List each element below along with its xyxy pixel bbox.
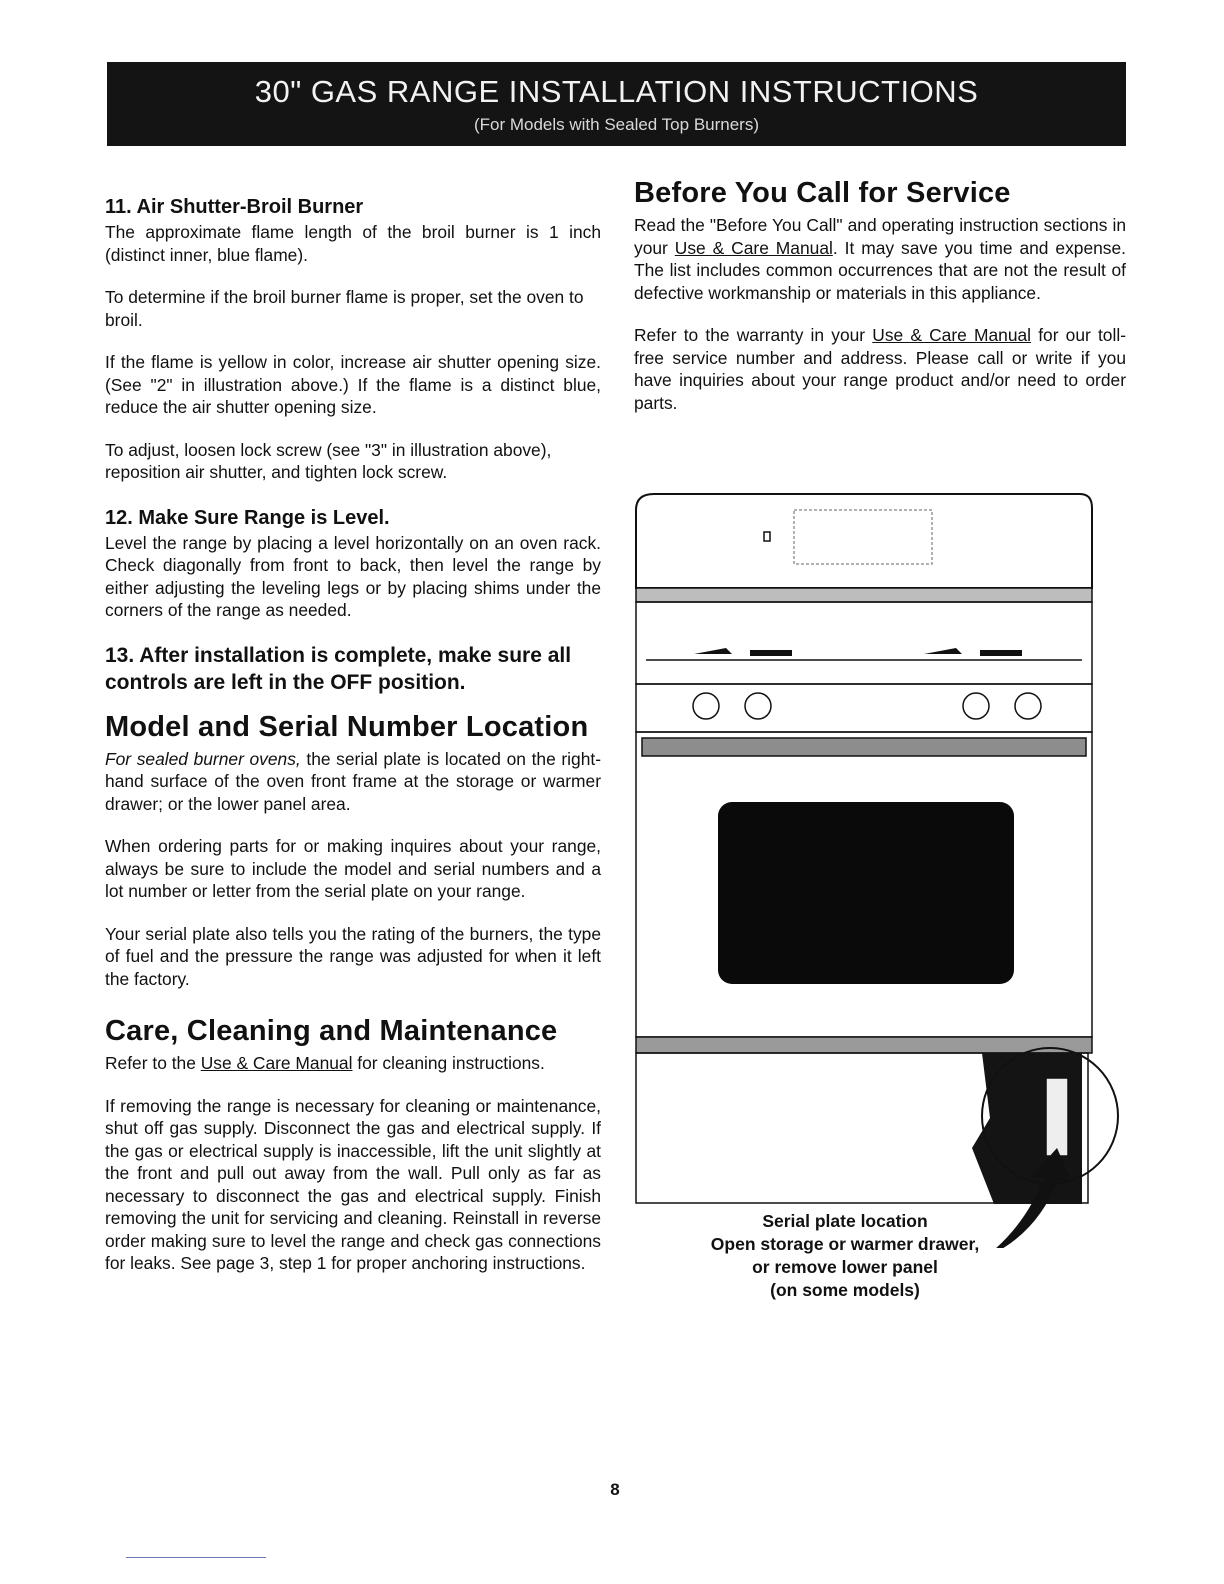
model-serial-paragraph-3: Your serial plate also tells you the rating of the burners, the type of fuel and the pressure the range was adjusted for when it left the factory.	[105, 923, 601, 989]
caption-line-3: or remove lower panel	[752, 1257, 938, 1277]
use-care-manual-reference: Use & Care Manual	[200, 1053, 353, 1073]
service-paragraph-2	[634, 324, 1126, 414]
backguard-outline	[636, 494, 1092, 588]
cooktop-rim	[636, 588, 1092, 602]
model-serial-paragraph-2: When ordering parts for or making inquires about your range, always be sure to include the model and serial numbers and a lot number or letter from the serial plate on your range.	[105, 836, 601, 901]
section-11-paragraph-3: If the flame is yellow in color, increase air shutter opening size. (See "2" in illustration above.) If the flame is a distinct blue, reduce the air shutter opening size.	[105, 352, 601, 417]
right-column	[634, 176, 1126, 434]
page-number: 8	[610, 1480, 620, 1499]
section-12-heading: 12. Make Sure Range is Level.	[105, 506, 390, 529]
section-11-heading: 11. Air Shutter-Broil Burner	[105, 196, 364, 218]
footer-rule	[126, 1557, 266, 1558]
section-13-heading: 13. After installation is complete, make sure all controls are left in the OFF position.	[105, 643, 572, 694]
service-p1-text: Read the "Before You Call" and operating instruction sections in your	[634, 215, 1126, 258]
model-serial-paragraph-1-text: the serial plate is located on the right-hand surface of the oven front frame at the storage or warmer drawer; or the lower panel area.	[105, 748, 601, 814]
service-heading: Before You Call for Service	[634, 177, 1011, 209]
caption-line-1: Serial plate location	[762, 1211, 928, 1231]
use-care-manual-reference: Use & Care Manual	[872, 325, 1032, 345]
caption-line-4: (on some models)	[770, 1280, 920, 1300]
caption-line-2: Open storage or warmer drawer,	[710, 1234, 980, 1254]
document-title: 30" GAS RANGE INSTALLATION INSTRUCTIONS	[254, 74, 979, 109]
service-paragraph-1	[634, 214, 1126, 304]
clock-display	[794, 510, 932, 564]
knob-icon	[745, 693, 771, 719]
section-12-paragraph: Level the range by placing a level horizontally on an oven rack. Check diagonally from front to back, then level the range by either adjusting the leveling legs or by placing shims under the corners of the range as needed.	[105, 532, 601, 620]
range-drawing	[632, 488, 1127, 1248]
service-p2-text-end: for our toll-free service number and address. Please call or write if you have inquiries about your range product and/or need to order parts.	[634, 325, 1126, 413]
title-banner	[107, 62, 1126, 146]
model-serial-heading: Model and Serial Number Location	[105, 710, 589, 743]
oven-window	[718, 802, 1014, 984]
document-subtitle: (For Models with Sealed Top Burners)	[473, 115, 760, 134]
range-illustration	[632, 488, 1127, 1248]
section-11-paragraph-1: The approximate flame length of the broil burner is 1 inch (distinct inner, blue flame).	[105, 222, 601, 265]
drawer-top-trim	[636, 1037, 1092, 1053]
model-serial-paragraph-1	[105, 748, 601, 816]
knob-icon	[693, 693, 719, 719]
section-11-paragraph-4: To adjust, loosen lock screw (see "3" in illustration above), reposition air shutter, and tighten lock screw.	[105, 439, 552, 482]
knob-icon	[963, 693, 989, 719]
service-p1-text-end: . It may save you time and expense. The list includes common occurrences that are not the result of defective workmanship or materials in this appliance.	[634, 237, 1126, 303]
use-care-manual-reference: Use & Care Manual	[674, 237, 833, 258]
care-paragraph-2: If removing the range is necessary for cleaning or maintenance, shut off gas supply. Disconnect the gas and electrical supply. If the gas or electrical supply is inaccessible, lift the unit slightly at the front and pull out away from the wall. Pull only as far as necessary to disconnect the gas and electrical supply. Finish removing the unit for servicing and cleaning. Reinstall in reverse order making sure to level the range and check gas connections for leaks. See page 3, step 1 for proper anchoring instructions.	[105, 1095, 601, 1273]
service-p2-text: Refer to the warranty in your	[634, 325, 873, 345]
knob-icon	[1015, 693, 1041, 719]
care-p1-text-end: for cleaning instructions.	[352, 1053, 545, 1073]
cooktop	[636, 602, 1092, 684]
serial-plate	[1046, 1078, 1068, 1156]
care-p1-text: Refer to the	[105, 1053, 201, 1073]
clock-button-icon	[764, 532, 770, 541]
oven-handle	[642, 738, 1086, 756]
figure-caption	[660, 1210, 1030, 1302]
care-heading: Care, Cleaning and Maintenance	[105, 1015, 558, 1047]
burner-grate-left	[694, 648, 792, 656]
section-11-paragraph-2: To determine if the broil burner flame is proper, set the oven to broil.	[105, 287, 584, 330]
control-panel	[636, 684, 1092, 732]
left-column	[105, 195, 601, 1295]
sealed-burner-emphasis: For sealed burner ovens,	[105, 748, 301, 769]
care-paragraph-1	[105, 1052, 601, 1075]
burner-grate-right	[924, 648, 1022, 656]
